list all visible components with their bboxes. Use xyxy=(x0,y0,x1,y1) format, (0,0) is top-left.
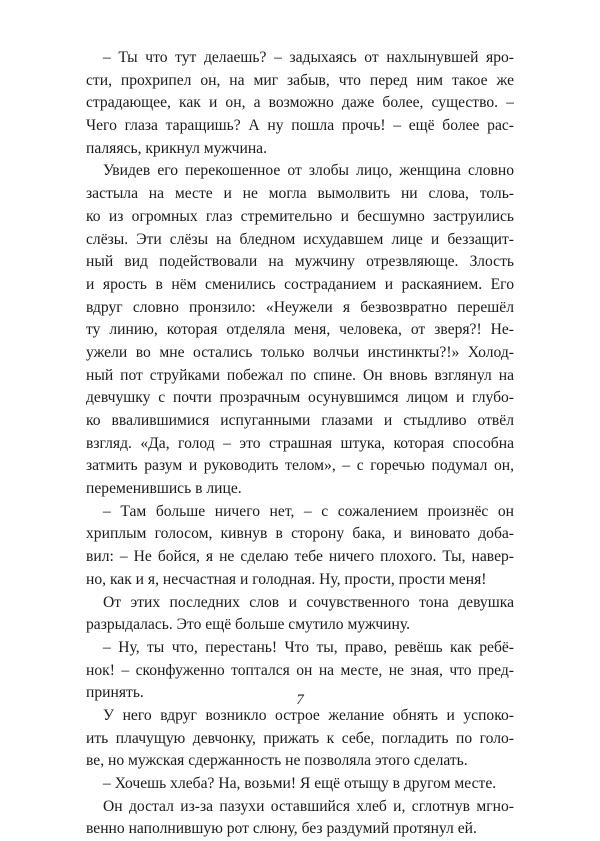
text-line: – Хочешь хлеба? На, возьми! Я ещё отыщу в другом месте. xyxy=(103,775,497,792)
text-line: вил: – Не бойся, я не сделаю тебе ничего плохого. Ты, навер- xyxy=(86,548,514,566)
text-line: вдруг словно пронзило: «Неужели я безвозвратно перешёл xyxy=(86,298,514,316)
text-line: От этих последних слов и сочувственного тона девушка xyxy=(103,593,514,611)
text-line: нок! – сконфуженно топтался он на месте, не зная, что пред- xyxy=(86,661,514,679)
text-line: – Ты что тут делаешь? – задыхаясь от нахлынувшей яро- xyxy=(103,49,514,66)
text-line: переменившись в лице. xyxy=(86,480,242,498)
text-line: ту линию, которая отделяла меня, человека, от зверя?! Не- xyxy=(86,321,514,339)
text-line: ужели во мне остались только волчьи инстинкты?!» Холод- xyxy=(86,343,514,361)
text-line: венно наполнившую рот слюну, без раздумий протянул ей. xyxy=(86,820,477,838)
text-line: паляясь, крикнул мужчина. xyxy=(86,139,267,157)
page-number: 7 xyxy=(296,692,304,708)
text-line: затмить разум и руководить телом», – с горечью подумал он, xyxy=(86,457,514,475)
text-line: – Там больше ничего нет, – с сожалением произнёс он xyxy=(103,502,514,520)
text-line: и ярость в нём сменились состраданием и раскаянием. Его xyxy=(86,275,514,293)
text-line: слёзы. Эти слёзы на бледном исхудавшем лице и беззащит- xyxy=(86,230,514,248)
text-line: Чего глаза таращишь? А ну пошла прочь! – ещё более рас- xyxy=(86,117,514,135)
text-line: хриплым голосом, кивнув в сторону бака, и виновато доба- xyxy=(86,525,514,543)
text-line: сти, прохрипел он, на миг забыв, что перед ним такое же xyxy=(86,71,514,89)
text-line: ный пот струйками побежал по спине. Он вновь взглянул на xyxy=(86,366,514,384)
text-line: ный вид подействовали на мужчину отрезвляюще. Злость xyxy=(86,253,514,271)
text-line: взгляд. «Да, голод – это страшная штука, которая способна xyxy=(86,434,514,452)
text-line: У него вдруг возникло острое желание обнять и успоко- xyxy=(103,706,514,724)
text-line: – Ну, ты что, перестань! Что ты, право, ревёшь как ребё- xyxy=(103,638,514,656)
text-line: ить плачущую девчонку, прижать к себе, погладить по голо- xyxy=(86,729,514,747)
text-line: ве, но мужская сдержанность не позволяла этого сделать. xyxy=(86,752,468,770)
text-line: застыла на месте и не могла вымолвить ни слова, толь- xyxy=(86,185,514,203)
body-text xyxy=(86,47,514,841)
text-line: девчушку с почти прозрачным осунувшимся лицом и глубо- xyxy=(86,389,514,407)
text-line: разрыдалась. Это ещё больше смутило мужчину. xyxy=(86,616,411,634)
text-line: Увидев его перекошенное от злобы лицо, женщина словно xyxy=(103,162,514,180)
text-line: ко из огромных глаз стремительно и бесшумно заструились xyxy=(86,207,514,225)
text-line: принять. xyxy=(86,684,144,702)
text-line: страдающее, как и он, а возможно даже более, существо. – xyxy=(86,94,514,112)
text-line: Он достал из-за пазухи оставшийся хлеб и, сглотнув мгно- xyxy=(103,797,514,815)
text-line: но, как и я, несчастная и голодная. Ну, прости, прости меня! xyxy=(86,570,487,588)
text-line: ко ввалившимися испуганными глазами и стыдливо отвёл xyxy=(86,412,514,429)
